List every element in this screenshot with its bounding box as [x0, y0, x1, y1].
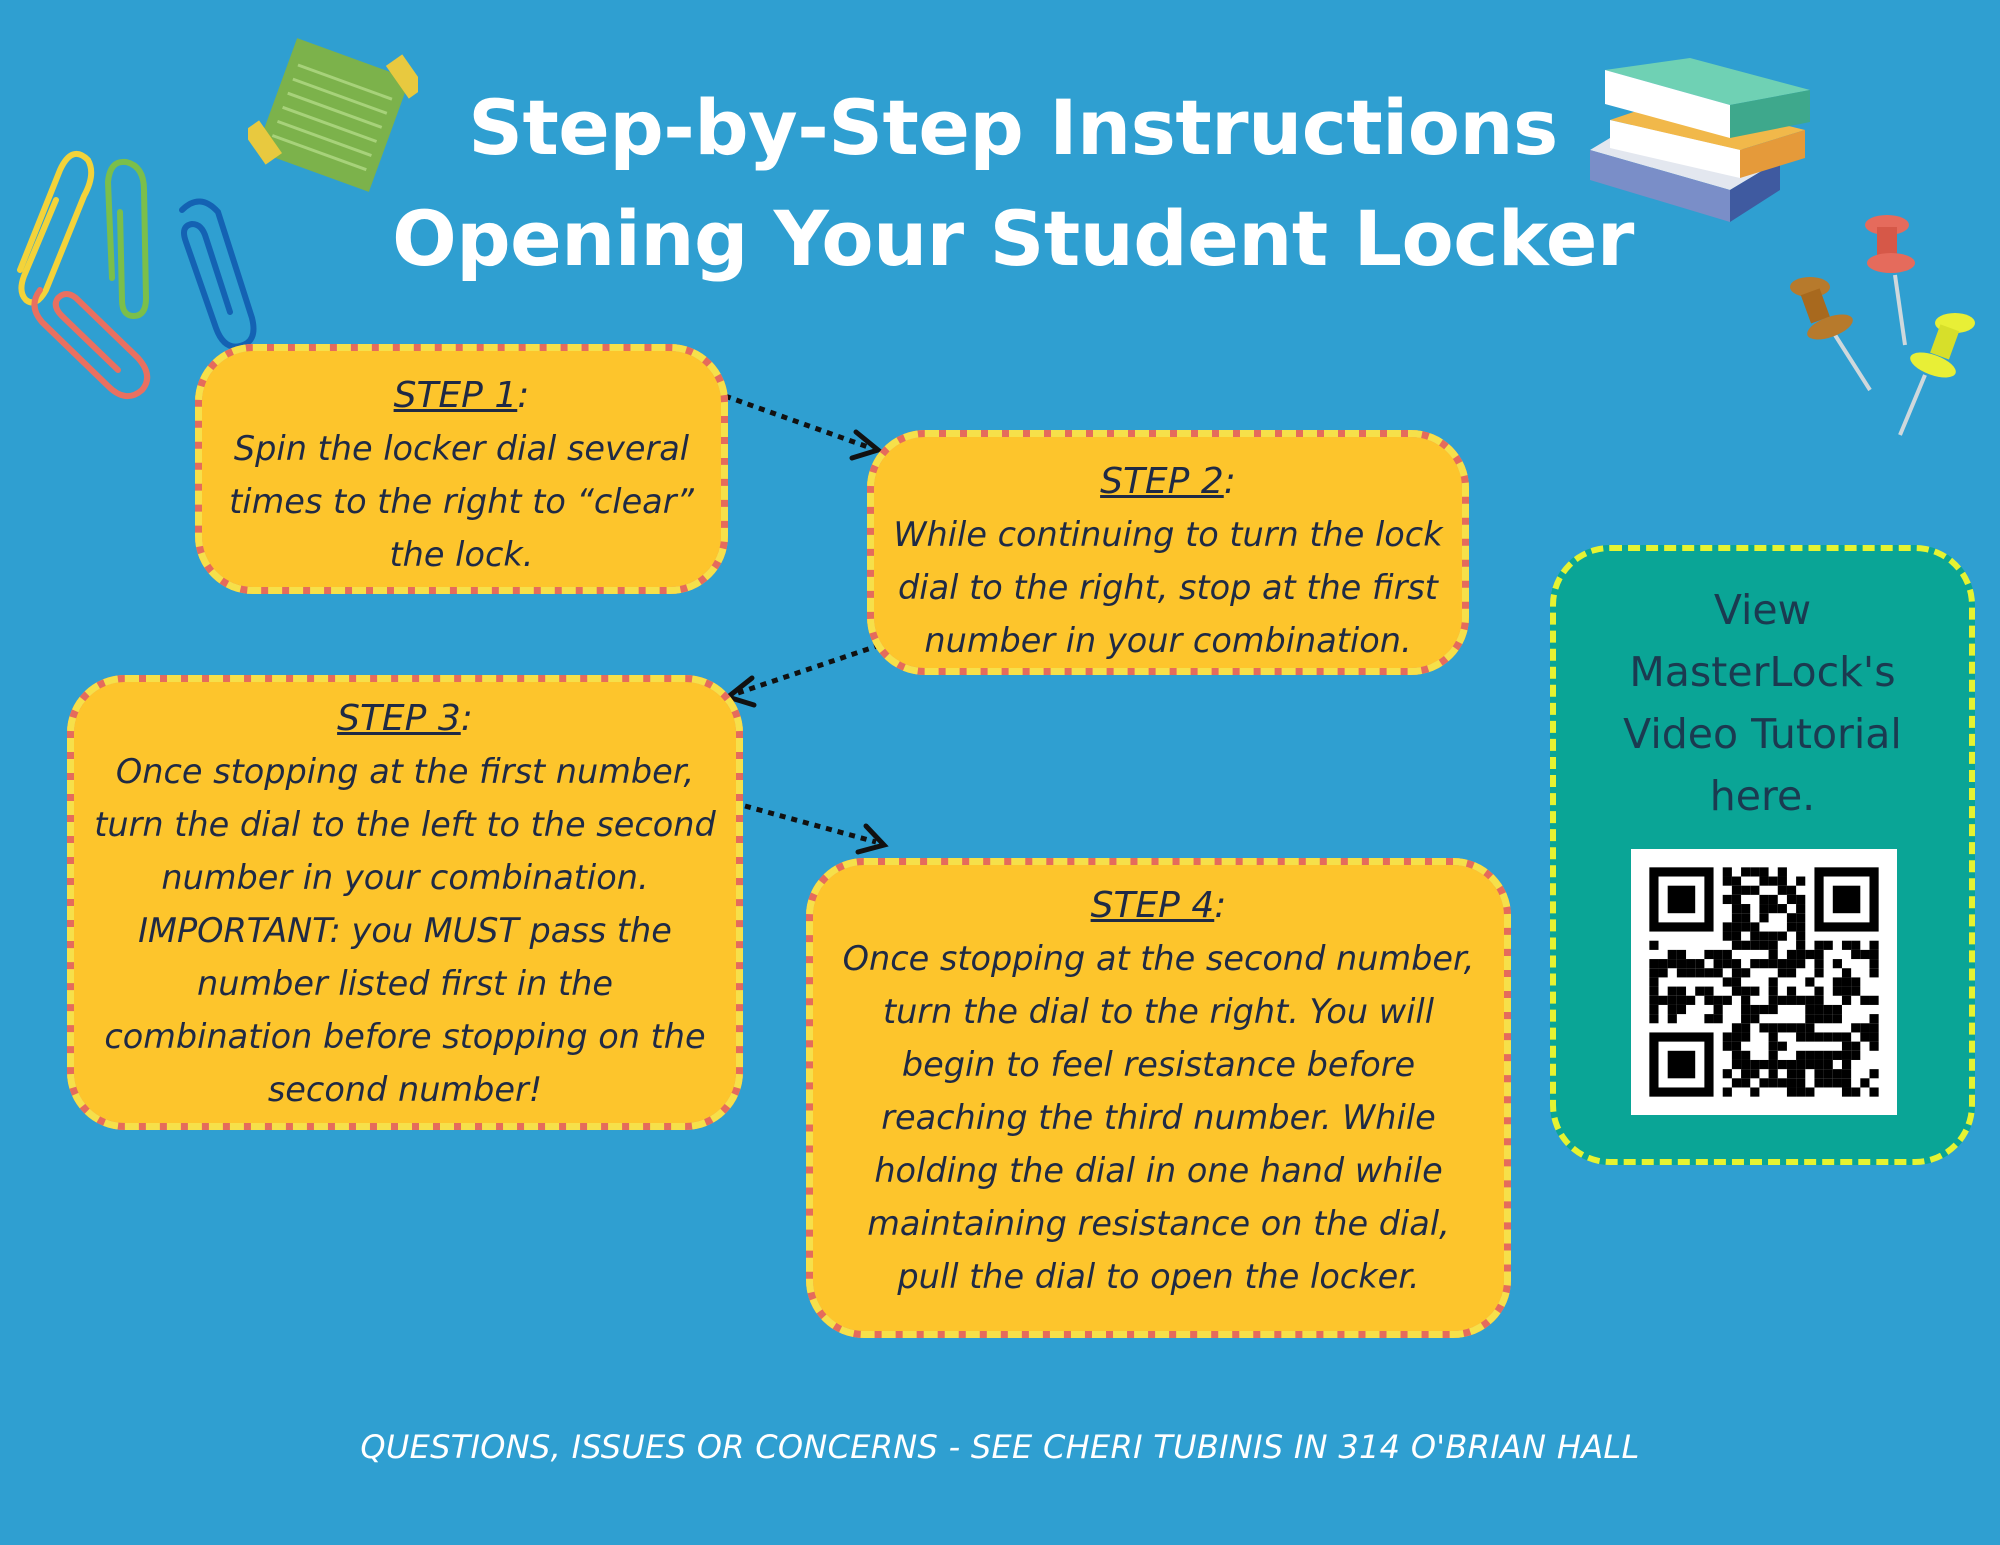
step-2-text: number in your combination. — [924, 621, 1412, 660]
step-3-card: STEP 3: Once stopping at the first number, turn the dial to the left to the second number in your combination. IMPORTANT: you MUST pass the number listed first in the combination before stopping on the second number! — [67, 675, 743, 1130]
step-4-text: reaching the third number. While — [881, 1098, 1436, 1137]
step-4-text: holding the dial in one hand while — [874, 1151, 1443, 1190]
step-2-text: While continuing to turn the lock — [893, 515, 1443, 554]
page-title: Step-by-Step Instructions — [468, 83, 1558, 172]
arrow-step2-to-step3 — [738, 645, 880, 693]
step-3-text: number in your combination. — [161, 858, 649, 897]
step-4-text: maintaining resistance on the dial, — [867, 1204, 1450, 1243]
video-tutorial-text: Video Tutorial — [1623, 710, 1902, 758]
arrow-step1-to-step2 — [725, 396, 868, 447]
step-4-text: pull the dial to open the locker. — [897, 1257, 1420, 1296]
arrow-step3-to-step4 — [745, 806, 876, 842]
step-3-label: STEP 3 — [337, 698, 461, 739]
footer-contact: QUESTIONS, ISSUES OR CONCERNS - SEE CHERI TUBINIS IN 314 O'BRIAN HALL — [360, 1428, 1640, 1466]
video-tutorial-text: View — [1713, 586, 1812, 634]
qr-code-icon[interactable] — [1631, 849, 1897, 1115]
step-4-text: Once stopping at the second number, — [842, 939, 1475, 978]
step-1-text: Spin the locker dial several — [233, 429, 690, 468]
step-3-text: combination before stopping on the — [104, 1017, 706, 1056]
step-1-card: STEP 1: Spin the locker dial several times to the right to “clear” the lock. — [195, 344, 728, 594]
step-4-card: STEP 4: Once stopping at the second number, turn the dial to the right. You will begin to feel resistance before reaching the third number. While holding the dial in one hand while maintaining resistance on the dial, pull the dial to open the locker. — [806, 858, 1511, 1338]
video-tutorial-text: MasterLock's — [1629, 648, 1896, 696]
step-2-label: STEP 2 — [1100, 461, 1224, 502]
step-4-text: begin to feel resistance before — [901, 1045, 1416, 1084]
step-1-label: STEP 1 — [393, 375, 518, 416]
step-1-text: times to the right to “clear” — [229, 482, 694, 521]
step-4-label: STEP 4 — [1090, 885, 1215, 926]
step-3-text: turn the dial to the left to the second — [94, 805, 716, 844]
step-3-text: second number! — [267, 1070, 543, 1109]
step-3-text: number listed first in the — [197, 964, 613, 1003]
step-2-text: dial to the right, stop at the first — [898, 568, 1438, 607]
step-3-text: IMPORTANT: you MUST pass the — [138, 911, 672, 950]
step-4-text: turn the dial to the right. You will — [882, 992, 1435, 1031]
page-subtitle: Opening Your Student Locker — [392, 194, 1634, 283]
video-tutorial-link[interactable]: here. — [1709, 772, 1816, 820]
step-1-text: the lock. — [389, 535, 534, 574]
step-2-card: STEP 2: While continuing to turn the lock dial to the right, stop at the first number in your combination. — [867, 430, 1469, 675]
step-3-text: Once stopping at the first number, — [115, 752, 695, 791]
video-tutorial-card[interactable] — [1550, 545, 1975, 1165]
